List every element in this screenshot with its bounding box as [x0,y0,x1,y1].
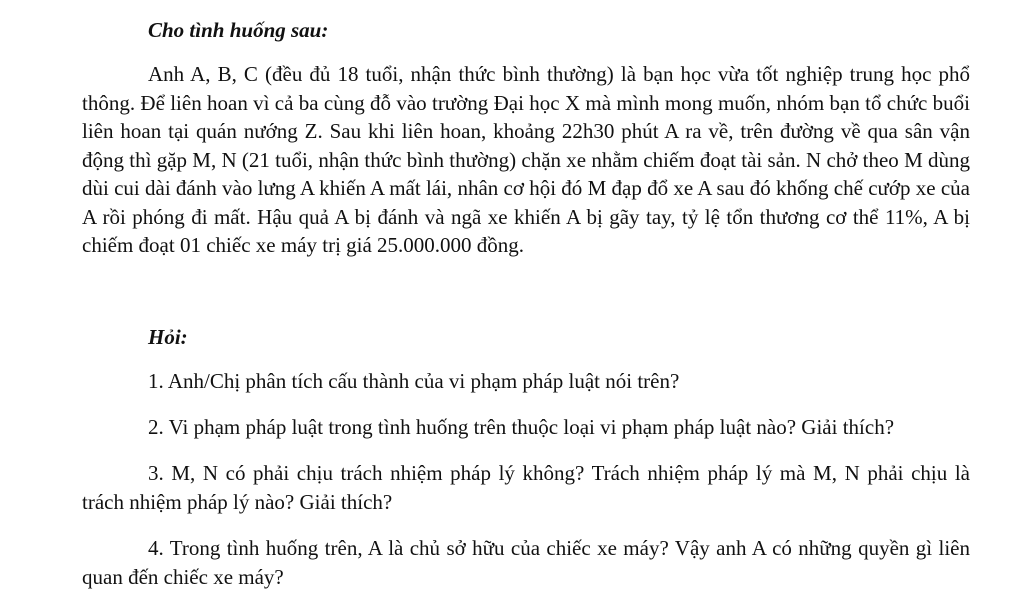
questions-heading: Hỏi: [148,325,188,349]
intro-heading: Cho tình huống sau: [148,18,329,42]
question-3: 3. M, N có phải chịu trách nhiệm pháp lý không? Trách nhiệm pháp lý mà M, N phải chịu là trách nhiệm pháp lý nào? Giải thích? [82,461,970,514]
question-1: 1. Anh/Chị phân tích cấu thành của vi phạm pháp luật nói trên? [148,369,680,393]
question-4: 4. Trong tình huống trên, A là chủ sở hữu của chiếc xe máy? Vậy anh A có những quyền gì liên quan đến chiếc xe máy? [82,536,970,589]
question-2: 2. Vi phạm pháp luật trong tình huống trên thuộc loại vi phạm pháp luật nào? Giải thích? [148,415,895,439]
scenario-paragraph: Anh A, B, C (đều đủ 18 tuổi, nhận thức bình thường) là bạn học vừa tốt nghiệp trung học phổ thông. Để liên hoan vì cả ba cùng đỗ vào trường Đại học X mà mình mong muốn, nhóm bạn tổ chức buổi liên hoan tại quán nướng Z. Sau khi liên hoan, khoảng 22h30 phút A ra về, trên đường về qua sân vận động thì gặp M, N (21 tuổi, nhận thức bình thường) chặn xe nhằm chiếm đoạt tài sản. N chở theo M dùng dùi cui dài đánh vào lưng A khiến A mất lái, nhân cơ hội đó M đạp đổ xe A sau đó khống chế cướp xe của A rồi phóng đi mất. Hậu quả A bị đánh và ngã xe khiến A bị gãy tay, tỷ lệ tổn thương cơ thể 11%, A bị chiếm đoạt 01 chiếc xe máy trị giá 25.000.000 đồng. [82,62,970,257]
